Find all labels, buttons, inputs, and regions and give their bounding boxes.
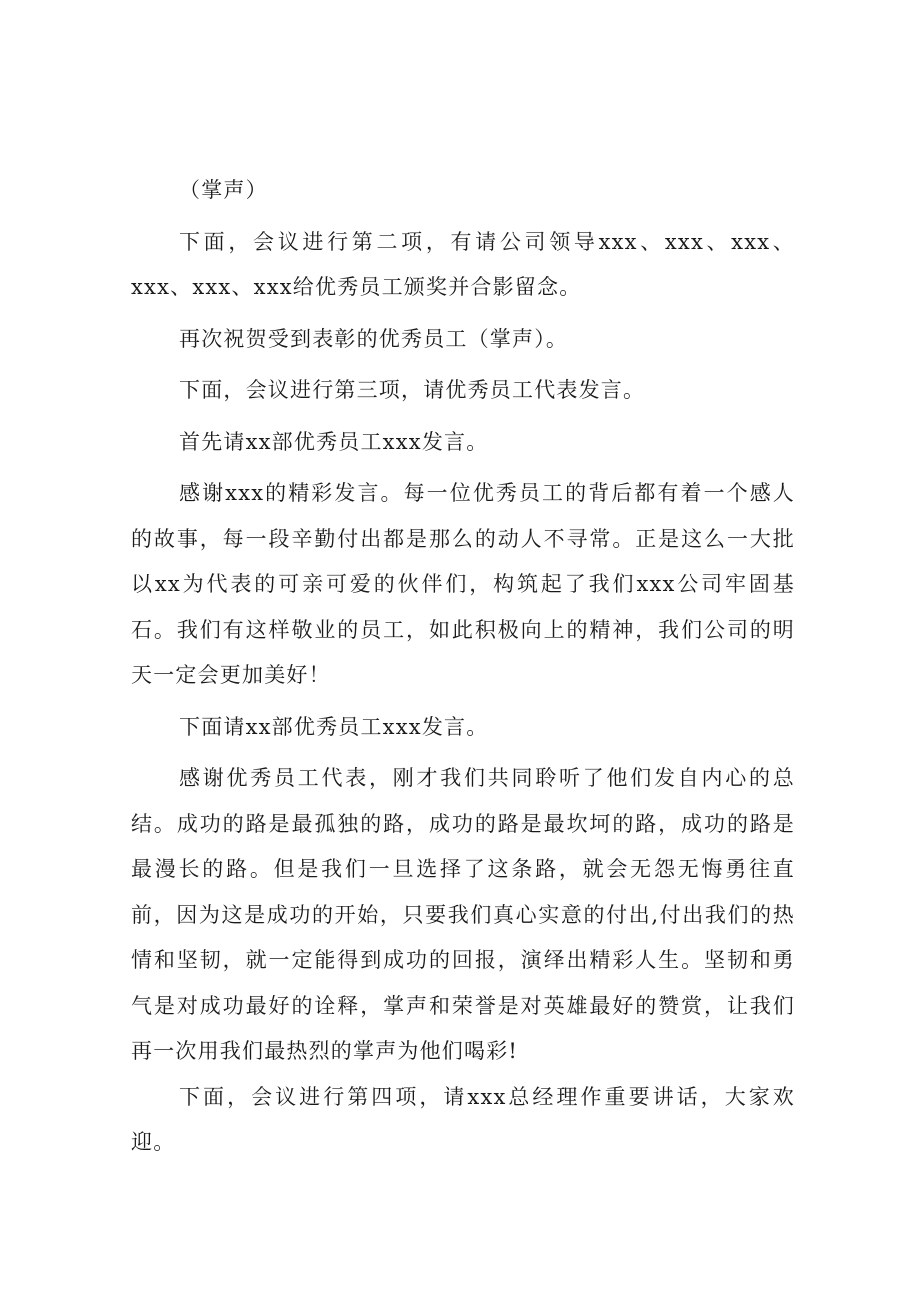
paragraph-item-four: 下面，会议进行第四项，请xxx总经理作重要讲话，大家欢迎。: [131, 1084, 795, 1154]
paragraph-first-speaker: 首先请xx部优秀员工xxx发言。: [179, 429, 489, 454]
paragraph-applause: （掌声）: [179, 178, 268, 202]
paragraph-thanks-representatives: 感谢优秀员工代表，刚才我们共同聆听了他们发自内心的总结。成功的路是最孤独的路，成功的路是最坎坷的路，成功的路是最漫长的路。但是我们一旦选择了这条路，就会无怨无悔勇往直前，因为这是成功的开始，只要我们真心实意的付出,付出我们的热情和坚韧，就一定能得到成功的回报，演绎出精彩人生。坚韧和勇气是对成功最好的诠释，掌声和荣誉是对英雄最好的赞赏，让我们再一次用我们最热烈的掌声为他们喝彩!: [131, 766, 795, 1063]
document-body: [131, 168, 795, 1172]
paragraph-thanks-speaker: 感谢xxx的精彩发言。每一位优秀员工的背后都有着一个感人的故事，每一段辛勤付出都是那么的动人不寻常。正是这么一大批以xx为代表的可亲可爱的伙伴们，构筑起了我们xxx公司牢固基石。我们有这样敬业的员工，如此积极向上的精神，我们公司的明天一定会更加美好！: [131, 481, 795, 687]
paragraph-item-three: 下面，会议进行第三项，请优秀员工代表发言。: [179, 378, 646, 402]
paragraph-second-speaker: 下面请xx部优秀员工xxx发言。: [179, 714, 489, 739]
paragraph-congratulations: 再次祝贺受到表彰的优秀员工（掌声）。: [179, 326, 569, 351]
paragraph-item-two: 下面，会议进行第二项，有请公司领导xxx、xxx、xxx、xxx、xxx、xxx给优秀员工颁奖并合影留念。: [131, 229, 795, 299]
